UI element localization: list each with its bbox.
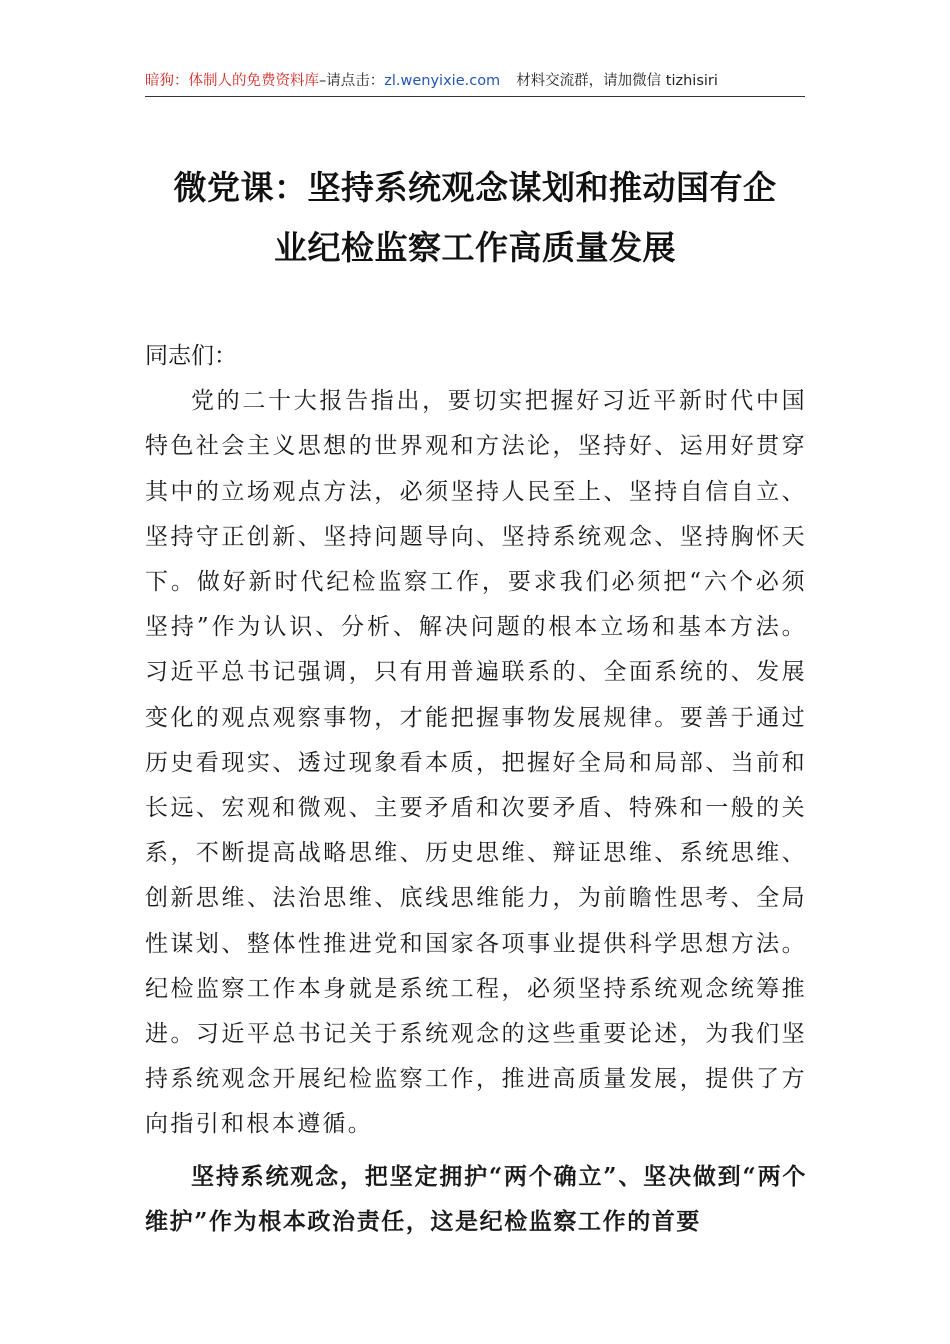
document-body bbox=[145, 334, 807, 1244]
header-divider bbox=[145, 96, 805, 97]
paragraph-1: 党的二十大报告指出，要切实把握好习近平新时代中国特色社会主义思想的世界观和方法论，坚持好、运用好贯穿其中的立场观点方法，必须坚持人民至上、坚持自信自立、坚持守正创新、坚持问题导向、坚持系统观念、坚持胸怀天下。做好新时代纪检监察工作，要求我们必须把“六个必须坚持”作为认识、分析、解决问题的根本立场和基本方法。习近平总书记强调，只有用普遍联系的、全面系统的、发展变化的观点观察事物，才能把握事物发展规律。要善于通过历史看现实、透过现象看本质，把握好全局和局部、当前和长远、宏观和微观、主要矛盾和次要矛盾、特殊和一般的关系，不断提高战略思维、历史思维、辩证思维、系统思维、创新思维、法治思维、底线思维能力，为前瞻性思考、全局性谋划、整体性推进党和国家各项事业提供科学思想方法。纪检监察工作本身就是系统工程，必须坚持系统观念统筹推进。习近平总书记关于系统观念的这些重要论述，为我们坚持系统观念开展纪检监察工作，推进高质量发展，提供了方向指引和根本遵循。 bbox=[145, 388, 807, 1138]
document-title bbox=[145, 158, 805, 278]
paragraph-2-heading: 坚持系统观念，把坚定拥护“两个确立”、坚决做到“两个维护”作为根本政治责任，这是纪检监察工作的首要 bbox=[145, 1162, 807, 1235]
header-url-link[interactable]: zl.wenyixie.com bbox=[384, 73, 501, 89]
header-brand: 暗狗：体制人的免费资料库 bbox=[145, 73, 319, 89]
title-line-1: 微党课：坚持系统观念谋划和推动国有企 bbox=[173, 168, 777, 207]
header-contact: 材料交流群，请加微信 tizhisiri bbox=[516, 73, 718, 89]
title-line-2: 业纪检监察工作高质量发展 bbox=[274, 228, 676, 267]
page-header bbox=[145, 70, 805, 92]
header-prompt: –请点击： bbox=[319, 73, 385, 89]
salutation: 同志们： bbox=[145, 343, 237, 369]
